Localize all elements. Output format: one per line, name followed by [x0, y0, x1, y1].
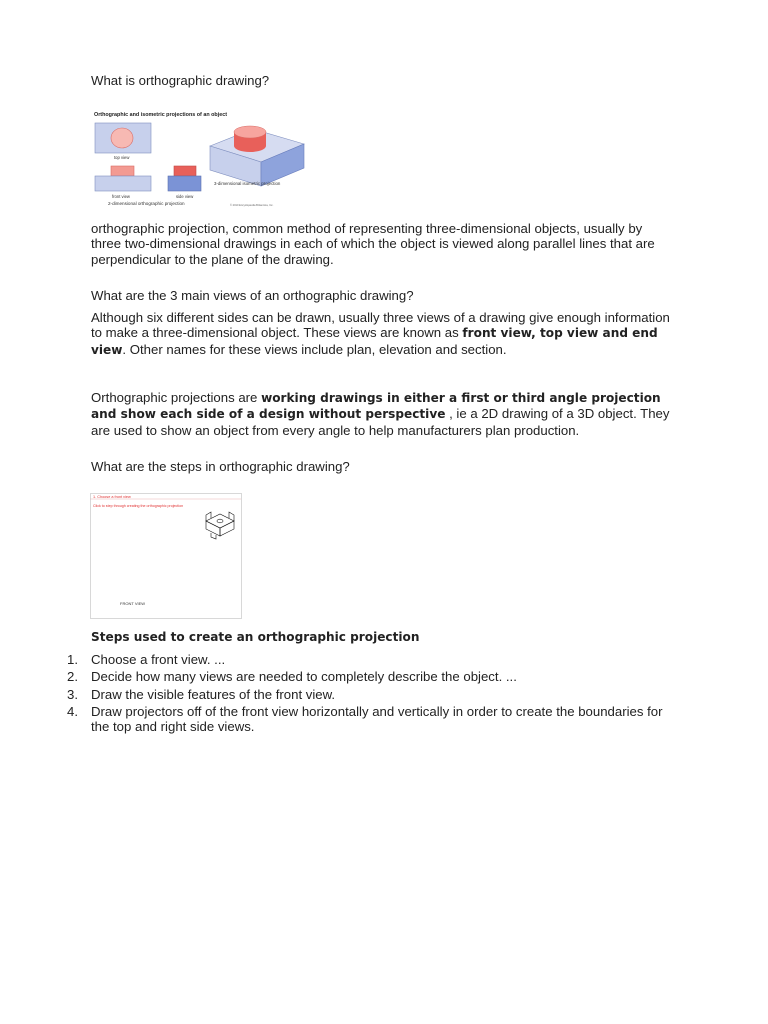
- list-item: [67, 703, 671, 735]
- animation-click-label: Click to step through creating the orthographic projection: [93, 504, 184, 508]
- list-item-text: Decide how many views are needed to completely describe the object. ...: [91, 669, 517, 685]
- steps-list: [67, 652, 671, 736]
- heading-three-main-views: What are the 3 main views of an orthographic drawing?: [91, 288, 414, 303]
- iso-cylinder-top: [234, 126, 266, 138]
- front-view-label: front view: [112, 194, 130, 199]
- side-view-block: [168, 176, 201, 191]
- heading-what-is-orthographic: What is orthographic drawing?: [91, 73, 270, 88]
- iso-cylinder-base: [234, 140, 266, 152]
- ortho-caption: 2-dimensional orthographic projection: [108, 201, 185, 206]
- projections-paragraph-bold: working drawings in either a first or third angle projection and show each side of a design without perspective: [91, 391, 661, 422]
- side-view-cylinder: [174, 166, 196, 176]
- steps-animation-figure[interactable]: [90, 493, 242, 619]
- list-item-number: 2.: [67, 669, 78, 685]
- steps-heading: Steps used to create an orthographic projection: [91, 630, 420, 644]
- animation-frame: [91, 494, 242, 619]
- animation-step-label: 1. Choose a front view: [93, 495, 131, 499]
- views-paragraph-bold: front view, top view and end view: [91, 326, 658, 357]
- top-view-circle: [111, 128, 133, 148]
- list-item: [67, 652, 671, 667]
- list-item-text: Draw projectors off of the front view horizontally and vertically in order to create the boundaries for the top and right side views.: [91, 703, 663, 735]
- views-paragraph: [91, 310, 671, 358]
- iso-caption: 3-dimensional isometric projection: [214, 181, 281, 186]
- projection-figure: [88, 106, 310, 212]
- list-item-text: Draw the visible features of the front view.: [91, 686, 336, 702]
- list-item-text: Choose a front view. ...: [91, 652, 226, 667]
- figure-copyright: © 2010 Encyclopædia Britannica, Inc.: [230, 204, 274, 207]
- front-view-block: [95, 176, 151, 191]
- projections-paragraph-text-b: , ie a 2D drawing of a 3D object. They are used to show an object from every angle to help manufacturers plan production.: [91, 406, 670, 438]
- list-item: [67, 669, 671, 685]
- list-item-number: 3.: [67, 686, 78, 702]
- list-item-number: 4.: [67, 703, 78, 719]
- list-item-number: 1.: [67, 652, 78, 667]
- side-view-label: side view: [176, 194, 194, 199]
- top-view-label: top view: [114, 155, 130, 160]
- views-paragraph-text-a: Although six different sides can be drawn, usually three views of a drawing give enough information to make a three-dimensional object. These views are known as: [91, 310, 670, 341]
- list-item: [67, 686, 671, 702]
- projections-paragraph: [91, 390, 671, 438]
- animation-front-view-label: FRONT VIEW: [120, 601, 146, 606]
- heading-steps: What are the steps in orthographic drawing?: [91, 459, 350, 474]
- views-paragraph-text-b: . Other names for these views include plan, elevation and section.: [122, 341, 507, 357]
- projections-paragraph-text-a: Orthographic projections are: [91, 390, 262, 405]
- figure-title: Orthographic and isometric projections of an object: [94, 112, 227, 118]
- front-view-cylinder: [111, 166, 134, 176]
- definition-paragraph: orthographic projection, common method of representing three-dimensional objects, usually by three two-dimensional drawings in each of which the object is viewed along parallel lines that are perpendicular to the plane of the drawing.: [91, 221, 655, 267]
